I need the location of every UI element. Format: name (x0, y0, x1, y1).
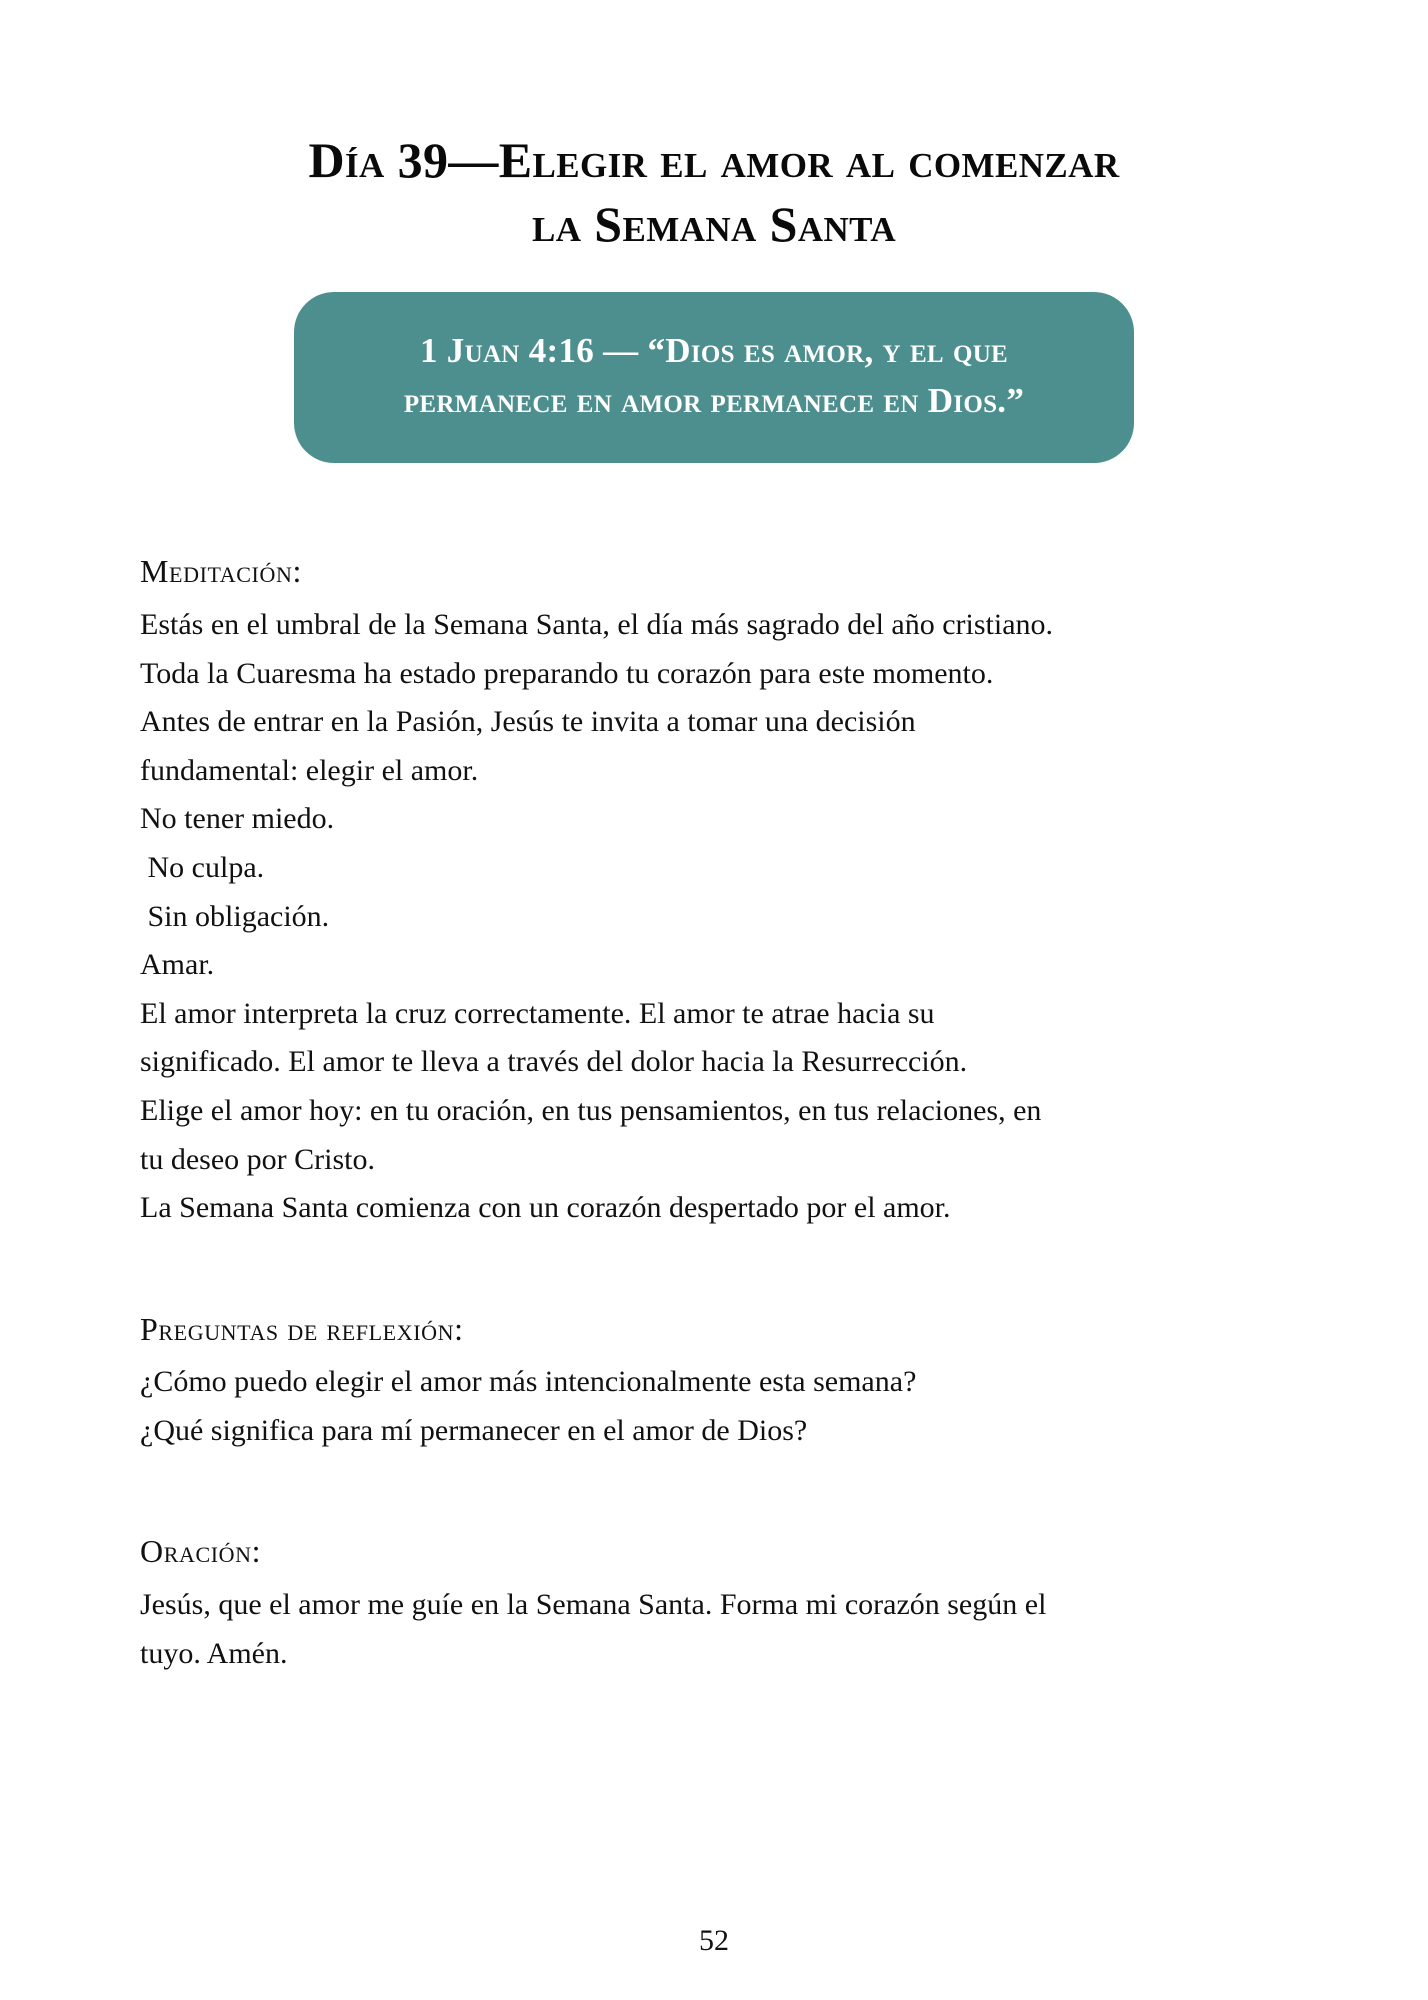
page-title-line-2: la Semana Santa (531, 196, 897, 252)
page-content (140, 547, 1288, 1678)
page-title (140, 0, 1288, 256)
scripture-verse-box (294, 292, 1134, 463)
text-line: Sin obligación. (140, 899, 330, 933)
section-body-meditacion (140, 601, 1288, 1233)
text-line: Elige el amor hoy: en tu oración, en tus pensamientos, en tus relaciones, en (140, 1093, 1042, 1127)
page-title-line-1: Día 39—Elegir el amor al comenzar (308, 132, 1120, 188)
scripture-verse-text (340, 326, 1088, 425)
page-number: 52 (699, 1924, 729, 1957)
text-line: No culpa. (140, 850, 265, 884)
text-line: La Semana Santa comienza con un corazón despertado por el amor. (140, 1191, 951, 1225)
section-oracion (140, 1527, 1288, 1678)
text-line: fundamental: elegir el amor. (140, 753, 479, 787)
text-line: Amar. (140, 948, 215, 982)
section-preguntas-de-reflexion (140, 1305, 1288, 1456)
text-line: significado. El amor te lleva a través del dolor hacia la Resurrección. (140, 1045, 968, 1079)
section-heading-preguntas: Preguntas de reflexión: (140, 1310, 464, 1347)
text-line: No tener miedo. (140, 802, 335, 836)
text-line: El amor interpreta la cruz correctamente. El amor te atrae hacia su (140, 996, 935, 1030)
scripture-verse-line-1: 1 Juan 4:16 — “Dios es amor, y el que (419, 331, 1009, 370)
section-body-preguntas (140, 1358, 1288, 1455)
text-line: Jesús, que el amor me guíe en la Semana Santa. Forma mi corazón según el (140, 1588, 1047, 1622)
text-line: ¿Cómo puedo elegir el amor más intencionalmente esta semana? (140, 1365, 917, 1399)
text-line: tu deseo por Cristo. (140, 1142, 375, 1176)
text-line: tuyo. Amén. (140, 1636, 288, 1670)
text-line: Antes de entrar en la Pasión, Jesús te invita a tomar una decisión (140, 705, 916, 739)
section-body-oracion (140, 1581, 1288, 1678)
text-line: Toda la Cuaresma ha estado preparando tu corazón para este momento. (140, 656, 994, 690)
section-heading-meditacion: Meditación: (140, 553, 302, 590)
section-meditacion (140, 547, 1288, 1232)
text-line: Estás en el umbral de la Semana Santa, el día más sagrado del año cristiano. (140, 607, 1054, 641)
scripture-verse-line-2: permanece en amor permanece en Dios.” (403, 380, 1025, 420)
text-line: ¿Qué significa para mí permanecer en el amor de Dios? (140, 1413, 808, 1447)
section-heading-oracion: Oración: (140, 1533, 262, 1570)
